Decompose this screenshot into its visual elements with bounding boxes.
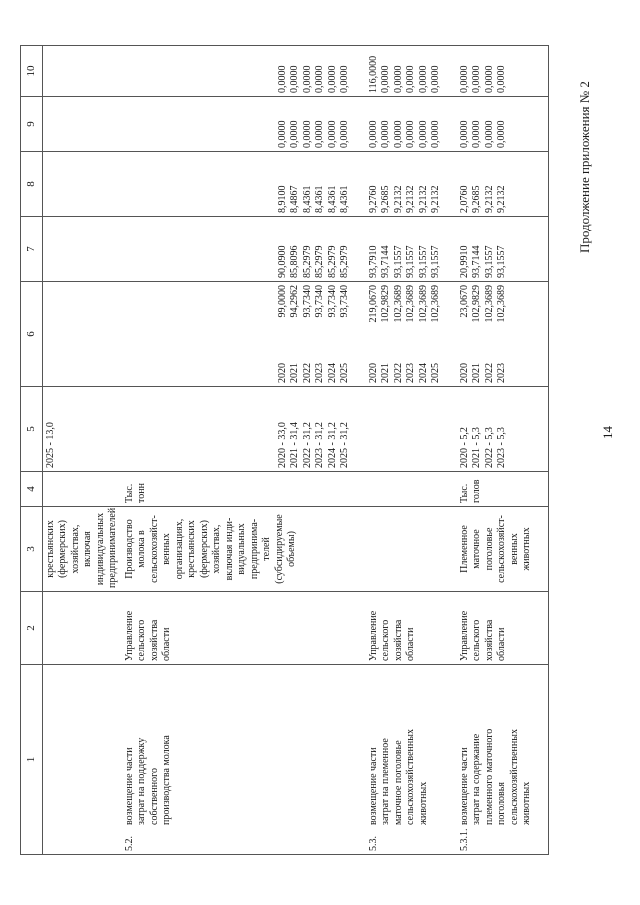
header-cell: 2: [21, 592, 43, 665]
year-total-pair: [393, 285, 406, 383]
measure-number: 5.3.1.: [458, 828, 470, 851]
funding-cell-c9: 0,0000 0,0000 0,0000 0,0000 0,0000 0,0000: [366, 97, 445, 152]
year-total-pair: [418, 285, 431, 383]
year-label: 2023: [496, 363, 507, 383]
header-cell: 7: [21, 217, 43, 282]
executor-cell: Управление сельского хозяйства области: [366, 592, 445, 665]
target-values-cell: [366, 387, 445, 472]
page-number: 14: [600, 426, 615, 439]
funding-cell-c10: 0,0000 0,0000 0,0000 0,0000 0,0000 0,0000: [122, 46, 354, 97]
table-row: [122, 46, 354, 855]
total-value: 93,7340: [326, 285, 338, 318]
year-label: 2020: [276, 363, 288, 383]
year-label: 2024: [326, 363, 338, 383]
year-label: 2023: [314, 363, 325, 383]
measure-number: 5.3.: [367, 836, 379, 851]
rotated-content: [20, 35, 620, 875]
year-total-pair: [289, 285, 302, 383]
total-value: 23,0670: [458, 285, 470, 318]
year-label: 2024: [417, 363, 429, 383]
total-value: 93,7340: [301, 285, 313, 318]
header-cell: 3: [21, 507, 43, 592]
indicator-cell: Производство молока в сельскохозяйст- венных организациях, крестьянских (фермерских) хозяйствах, включая инди- видуальных предпринима- телей (субсидируемые объемы): [122, 507, 354, 592]
measure-number: 5.2.: [123, 836, 135, 851]
table-row: [366, 46, 445, 855]
year-total-pair: [471, 285, 484, 383]
total-value: 93,7340: [314, 285, 325, 318]
header-cell: 6: [21, 282, 43, 387]
appendix-title: Продолжение приложения № 2: [577, 81, 592, 253]
executor-cell: Управление сельского хозяйства области: [457, 592, 536, 665]
year-total-pair: [430, 285, 443, 383]
total-value: 93,7340: [339, 285, 350, 318]
year-total-pair: [327, 285, 340, 383]
year-total-pair: [302, 285, 315, 383]
indicator-cell: [366, 507, 445, 592]
total-value: 102,9829: [471, 285, 482, 323]
year-total-pair: [405, 285, 418, 383]
year-total-pair: [339, 285, 352, 383]
measure-description: возмещение части затрат на поддержку собственного производства молока: [123, 735, 172, 825]
total-value: 94,2962: [289, 285, 300, 318]
total-value: 219,0670: [367, 285, 379, 323]
target-values-cell: 2020 - 5,2 2021 - 5,3 2022 - 5,3 2023 - 5,3: [457, 387, 536, 472]
funding-cell-c10: 116,0000 0,0000 0,0000 0,0000 0,0000 0,0000: [366, 46, 445, 97]
year-total-pair: [484, 285, 497, 383]
year-label: 2021: [380, 363, 391, 383]
year-total-pair: [277, 285, 290, 383]
unit-cell: [366, 472, 445, 507]
year-label: 2022: [392, 363, 404, 383]
total-value: 102,9829: [380, 285, 391, 323]
continuation-row: [42, 46, 122, 855]
unit-cell: Тыс. голов: [457, 472, 536, 507]
total-value: 102,3689: [392, 285, 404, 323]
funding-cell-c8: 2,0760 9,2685 9,2132 9,2132: [457, 152, 536, 217]
header-row: [21, 46, 43, 855]
year-total-pair: [314, 285, 327, 383]
year-label: 2025: [339, 363, 350, 383]
total-value: 102,3689: [405, 285, 416, 323]
spacer-row: [445, 46, 457, 855]
funding-cell-c9: 0,0000 0,0000 0,0000 0,0000 0,0000 0,0000: [122, 97, 354, 152]
header-cell: 8: [21, 152, 43, 217]
header-cell: 5: [21, 387, 43, 472]
measure-cell: [366, 665, 445, 855]
total-value: 102,3689: [496, 285, 507, 323]
funding-cell-c7: 20,9910 93,7144 93,1557 93,1557: [457, 217, 536, 282]
year-label: 2022: [301, 363, 313, 383]
measure-cell: [457, 665, 536, 855]
total-value: 102,3689: [430, 285, 441, 323]
continuation-col5: 2025 - 13,0: [42, 387, 122, 472]
total-value: 102,3689: [417, 285, 429, 323]
year-total-pair: [380, 285, 393, 383]
year-label: 2022: [483, 363, 495, 383]
year-label: 2021: [471, 363, 482, 383]
total-value: 102,3689: [483, 285, 495, 323]
table-row: [457, 46, 536, 855]
indicator-cell: Племенное маточное поголовье сельскохозяйст- венных животных: [457, 507, 536, 592]
funding-cell-c10: 0,0000 0,0000 0,0000 0,0000: [457, 46, 536, 97]
year-total-cell: [122, 282, 354, 387]
executor-cell: Управление сельского хозяйства области: [122, 592, 354, 665]
year-total-cell: [366, 282, 445, 387]
program-table: [20, 45, 549, 855]
year-label: 2025: [430, 363, 441, 383]
measure-description: возмещение части затрат на племенное маточное поголовье сельскохозяйственных животных: [367, 729, 429, 825]
year-total-pair: [368, 285, 381, 383]
header-cell: 9: [21, 97, 43, 152]
year-total-pair: [459, 285, 472, 383]
header-cell: 4: [21, 472, 43, 507]
year-label: 2020: [367, 363, 379, 383]
measure-cell: [122, 665, 354, 855]
year-label: 2020: [458, 363, 470, 383]
funding-cell-c8: 8,9100 8,4867 8,4361 8,4361 8,4361 8,4361: [122, 152, 354, 217]
measure-description: возмещение части затрат на содержание племенного маточного поголовья сельскохозяйственных животных: [458, 728, 532, 825]
continuation-col3: крестьянских (фермерских) хозяйствах, включая индивидуальных предпринимателей: [42, 507, 122, 592]
funding-cell-c7: 93,7910 93,7144 93,1557 93,1557 93,1557 93,1557: [366, 217, 445, 282]
year-label: 2021: [289, 363, 300, 383]
unit-cell: Тыс. тонн: [122, 472, 354, 507]
header-cell: 1: [21, 665, 43, 855]
spacer-row: [536, 46, 549, 855]
year-total-cell: [457, 282, 536, 387]
year-label: 2023: [405, 363, 416, 383]
header-cell: 10: [21, 46, 43, 97]
spacer-row: [354, 46, 366, 855]
year-total-pair: [496, 285, 509, 383]
funding-cell-c9: 0,0000 0,0000 0,0000 0,0000: [457, 97, 536, 152]
total-value: 99,0000: [276, 285, 288, 318]
funding-cell-c8: 9,2760 9,2685 9,2132 9,2132 9,2132 9,2132: [366, 152, 445, 217]
funding-cell-c7: 90,0900 85,8096 85,2979 85,2979 85,2979 85,2979: [122, 217, 354, 282]
target-values-cell: 2020 - 33,0 2021 - 31,4 2022 - 31,2 2023 - 31,2 2024 - 31,2 2025 - 31,2: [122, 387, 354, 472]
